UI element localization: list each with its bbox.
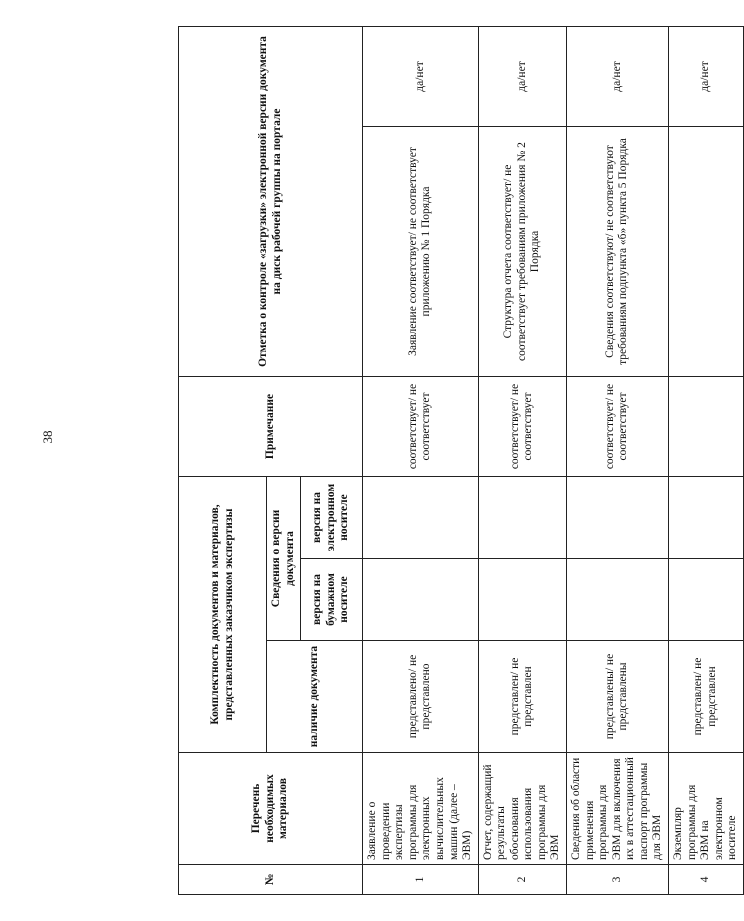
header-paper: версия на бумажном носителе — [301, 559, 363, 641]
header-electronic: версия на электронном носителе — [301, 477, 363, 559]
materials-table — [178, 26, 744, 895]
row-electronic — [567, 477, 669, 559]
row-presence: представлен/ не представлен — [478, 641, 566, 753]
header-num: № — [179, 865, 363, 895]
row-num: 3 — [567, 865, 669, 895]
row-material: Заявление о проведении экспертизы программы для электронных вычислительных машин (далее – ЭВМ) — [363, 753, 479, 865]
row-note: соответствует/ не соответствует — [478, 377, 566, 477]
row-num: 4 — [668, 865, 743, 895]
row-paper — [478, 559, 566, 641]
row-presence: представлены/ не представлены — [567, 641, 669, 753]
row-answer: да/нет — [668, 26, 743, 126]
row-note: соответствует/ не соответствует — [567, 377, 669, 477]
row-material: Отчет, содержащий результаты обоснования использования программы для ЭВМ — [478, 753, 566, 865]
row-control: Сведения соответствуют/ не соответствуют требованиям подпункта «б» пункта 5 Порядка — [567, 127, 669, 377]
header-presence: наличие документа — [267, 641, 363, 753]
row-electronic — [478, 477, 566, 559]
row-paper — [363, 559, 479, 641]
row-control: Заявление соответствует/ не соответствует приложению № 1 Порядка — [363, 127, 479, 377]
row-note: соответствует/ не соответствует — [363, 377, 479, 477]
page-number: 38 — [40, 430, 55, 444]
row-control — [668, 127, 743, 377]
table-row — [668, 26, 743, 894]
row-answer: да/нет — [363, 26, 479, 126]
header-completeness: Комплектность документов и материалов, представленных заказчиком экспертизы — [179, 477, 267, 753]
row-material: Экземпляр программы для ЭВМ на электронном носителе — [668, 753, 743, 865]
table-row — [478, 26, 566, 894]
row-electronic — [668, 477, 743, 559]
header-note: Примечание — [179, 377, 363, 477]
header-materials: Перечень необходимых материалов — [179, 753, 363, 865]
row-electronic — [363, 477, 479, 559]
row-num: 2 — [478, 865, 566, 895]
row-paper — [567, 559, 669, 641]
row-presence: представлен/ не представлен — [668, 641, 743, 753]
header-upload-mark: Отметка о контроле «загрузки» электронной версии документа на диск рабочей группы на портале — [179, 26, 363, 376]
rotated-table-container — [178, 27, 739, 895]
row-answer: да/нет — [567, 26, 669, 126]
header-version-info: Сведения о версии документа — [267, 477, 301, 641]
table-row — [363, 26, 479, 894]
row-paper — [668, 559, 743, 641]
row-material: Сведения об области применения программы для ЭВМ для включения их в аттестационный паспорт программы для ЭВМ — [567, 753, 669, 865]
table-row — [567, 26, 669, 894]
row-answer: да/нет — [478, 26, 566, 126]
row-presence: представлено/ не представлено — [363, 641, 479, 753]
row-control: Структура отчета соответствует/ не соответствует требованиям приложения № 2 Порядка — [478, 127, 566, 377]
row-note — [668, 377, 743, 477]
row-num: 1 — [363, 865, 479, 895]
